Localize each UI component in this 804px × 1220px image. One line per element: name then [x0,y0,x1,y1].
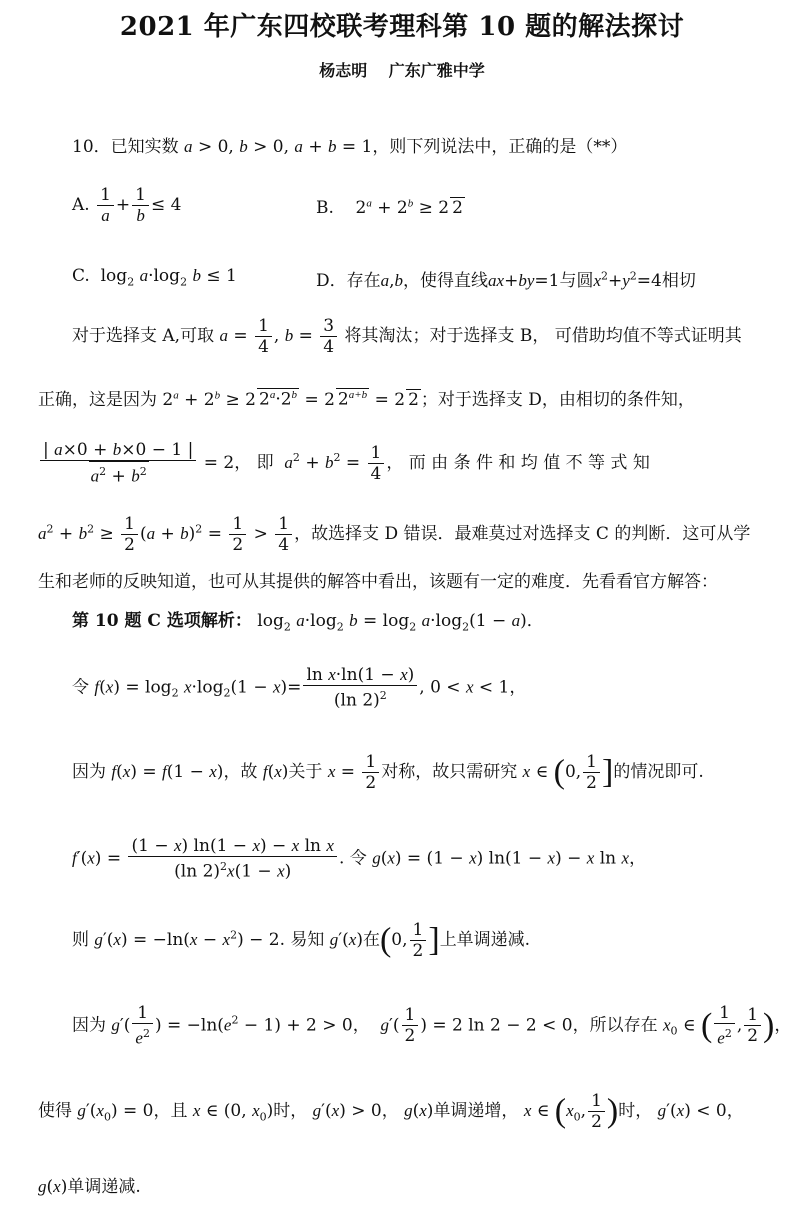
analysis-p5: 生和老师的反映知道，也可从其提供的解答中看出，该题有一定的难度．先看看官方解答： [38,572,718,592]
option-d: D．存在a,b，使得直线ax+by=1与圆$x^2+y^2=4$相切 [316,269,696,291]
page-title: 2021 年广东四校联考理科第 10 题的解法探讨 [119,12,685,42]
analysis-p3: $\frac{| a\times 0 + b\times 0 - 1 |}{a^2 + b^2}$ = 2， 即 $a^2 + b^2$ = $\frac{1}{4}$ ， 而 由 条 件 和 均 值 不 等 式 知 [38,440,804,487]
function-definition: 令 $f(x) = \log_2 x\cdot\log_2(1 - x)=$ $\frac{\text{ln x·ln(1 − x)}}{(\ln 2)^2}$ , 0 < x < 1， [72,665,527,711]
author-name: 杨志明 [319,61,368,80]
analysis-p1: 对于选择支 A,可取 a = $\frac{1}{4}$ , b = $\frac{3}{4}$ 将其淘汰；对于选择支 B， 可借助均值不等式证明其 [72,316,742,357]
author-line [0,58,804,81]
symmetry-line: 因为 f(x) = f(1 − x)，故 f(x)关于 x = $\frac{1}{2}$ 对称，故只需研究 x ∈ (0, $\frac{1}{2}$ ]的情况即可. [72,752,704,793]
analysis-p2: 正确，这是因为 $2^a + 2^b \ge 2$ $2^a\cdot 2^b = 2$ $2^{a+b} = 2$ 2 ；对于选择支 D，由相切的条件知， [38,389,695,410]
problem-stem: 10．已知实数 a > 0, b > 0, a + b = 1，则下列说法中，正确的是（**） [72,137,628,157]
option-b: B. $2^a + 2^b \ge 2$ 2 [316,197,463,218]
g-derivative-line: 则 $g'(x) = -\ln(x - x^2) - 2$. 易知 g′(x)在(0, $\frac{1}{2}$ ]上单调递减. [72,920,531,961]
monotonic-line: 使得 $g'(x_0) = 0$，且 x ∈ (0, $x_0$)时， g′(x) > 0， g(x)单调递增， x ∈ ($x_0$, $\frac{1}{2}$ )时， g′(x) < 0， [38,1091,744,1132]
derivative-line: f′(x) = $\frac{\text{(1 − x) ln(1 − x) − x ln x}}{(\ln 2)^2x(1 - x)}$ . 令 g(x) = (1 − x) ln(1 − x) − x ln x， [72,836,647,882]
option-a: A. $\frac{1}{a}$ + $\frac{1}{b}$ ≤ 4 [72,185,182,225]
author-school: 广东广雅中学 [388,61,485,80]
option-c: C. $\log_2 a\cdot\log_2$ b ≤ 1 [72,266,237,289]
analysis-p4: $a^2 + b^2$ ≥ $\frac{1}{2}$ $(a + b)^2$ = $\frac{1}{2}$ > $\frac{1}{4}$ ，故选择支 D 错误．最难莫过对选择支 C 的判断．这可从学 [38,514,751,555]
sign-check-line: 因为 g′( $\frac{1}{e^2}$ ) = $-\ln(e^2 - 1) + 2 > 0$， g′( $\frac{1}{2}$ ) = 2 ln 2 − 2 < 0，所以存在 $x_0$ ∈ ( $\frac{1}{e^2}$ , $\frac{1}{2}$ )， [72,1003,792,1048]
solution-heading: 第 10 题 C 选项解析： $\log_2 a\cdot\log_2$ $b = \log_2 a\cdot\log_2(1 - a)$． [72,611,544,634]
final-line: g(x)单调递减. [38,1177,141,1197]
